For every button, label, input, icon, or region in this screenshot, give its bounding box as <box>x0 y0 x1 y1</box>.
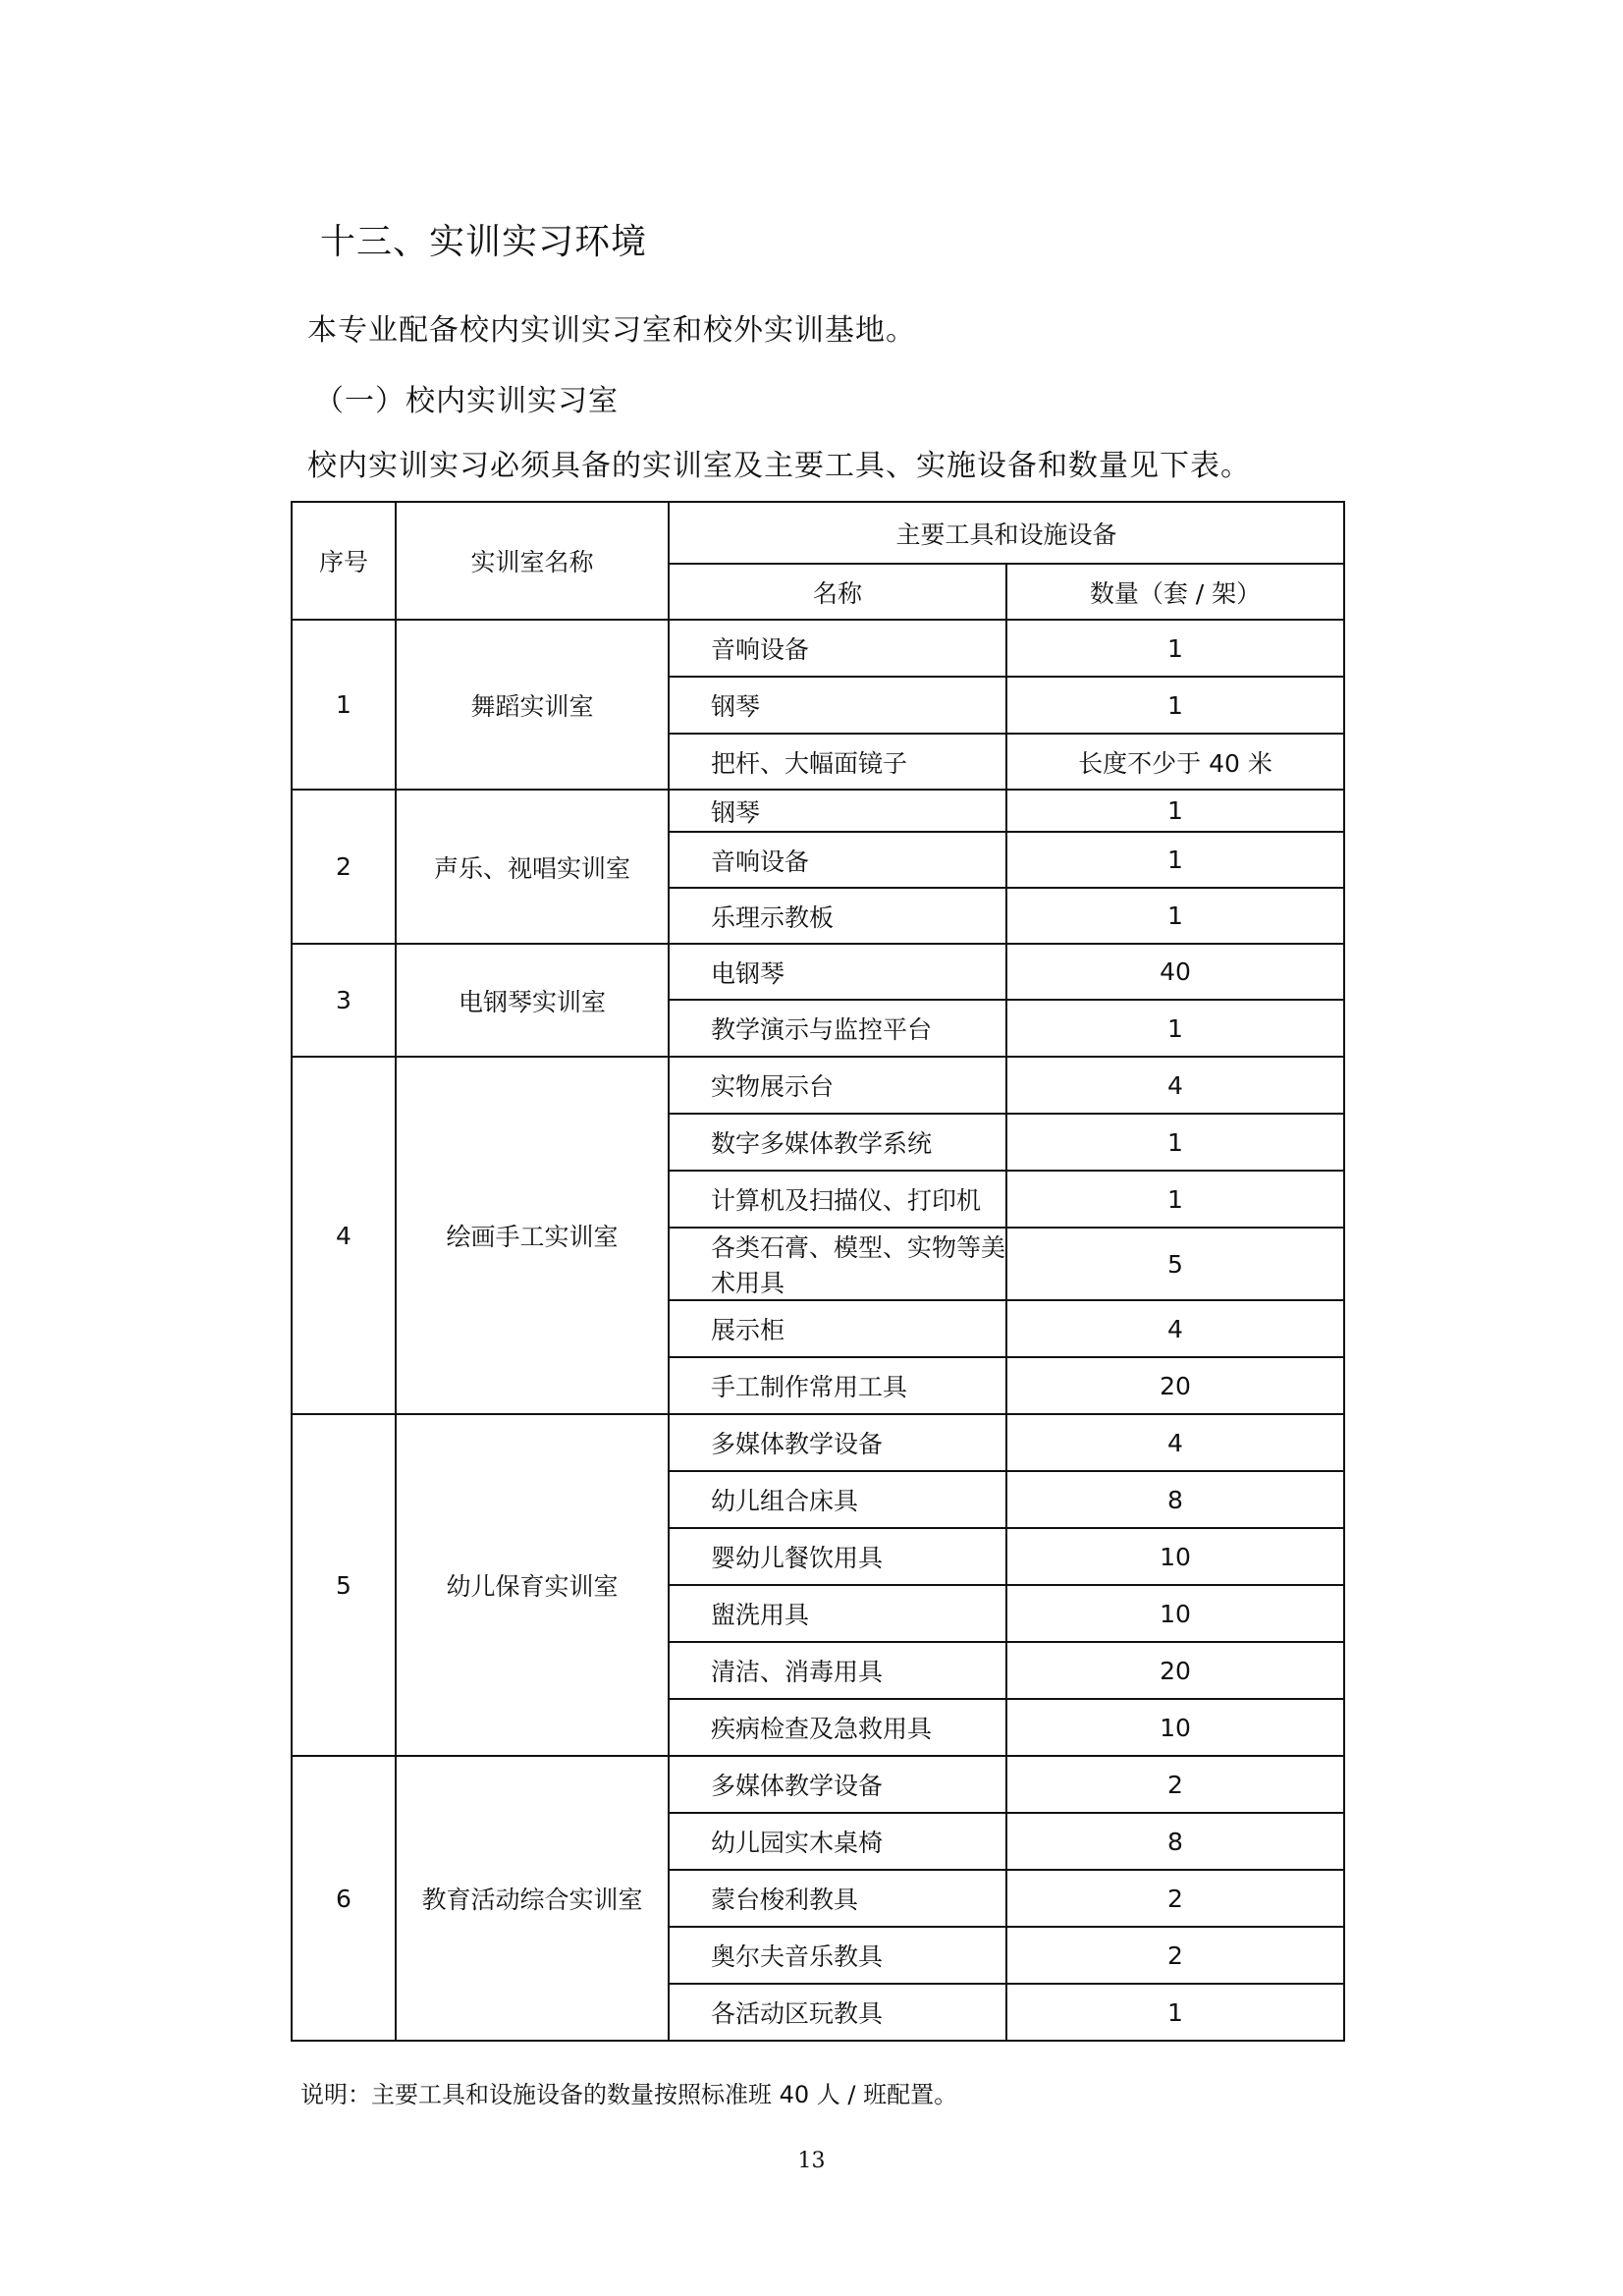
cell-item-name: 展示柜 <box>669 1300 1006 1357</box>
subsection-title: （一）校内实训实习室 <box>314 384 619 418</box>
table-row <box>292 944 1344 1000</box>
cell-quantity: 20 <box>1006 1357 1344 1414</box>
table-row <box>292 1057 1344 1114</box>
cell-quantity: 5 <box>1006 1228 1344 1300</box>
cell-item-name: 钢琴 <box>669 677 1006 734</box>
cell-quantity: 1 <box>1006 1114 1344 1171</box>
header-equipment-group: 主要工具和设施设备 <box>669 502 1344 564</box>
intro-paragraph: 本专业配备校内实训实习室和校外实训基地。 <box>307 313 916 348</box>
cell-room-name: 舞蹈实训室 <box>396 620 669 790</box>
cell-item-name: 多媒体教学设备 <box>669 1756 1006 1813</box>
equipment-table <box>291 501 1345 2042</box>
cell-quantity: 1 <box>1006 790 1344 832</box>
table-row <box>292 1414 1344 1471</box>
cell-room-name: 声乐、视唱实训室 <box>396 790 669 944</box>
cell-item-name: 实物展示台 <box>669 1057 1006 1114</box>
cell-quantity: 8 <box>1006 1813 1344 1870</box>
cell-quantity: 1 <box>1006 832 1344 888</box>
header-room-name: 实训室名称 <box>396 502 669 620</box>
table-row <box>292 1756 1344 1813</box>
table-row <box>292 790 1344 832</box>
cell-quantity: 40 <box>1006 944 1344 1000</box>
cell-item-name: 乐理示教板 <box>669 888 1006 944</box>
cell-item-name: 把杆、大幅面镜子 <box>669 734 1006 790</box>
cell-quantity: 10 <box>1006 1585 1344 1642</box>
table-note: 说明：主要工具和设施设备的数量按照标准班 40 人 / 班配置。 <box>300 2081 958 2108</box>
cell-item-name: 手工制作常用工具 <box>669 1357 1006 1414</box>
cell-item-name: 蒙台梭利教具 <box>669 1870 1006 1927</box>
cell-quantity: 1 <box>1006 1171 1344 1228</box>
cell-quantity: 4 <box>1006 1300 1344 1357</box>
cell-quantity: 长度不少于 40 米 <box>1006 734 1344 790</box>
cell-item-name: 婴幼儿餐饮用具 <box>669 1528 1006 1585</box>
cell-serial: 5 <box>292 1414 396 1756</box>
cell-item-name: 教学演示与监控平台 <box>669 1000 1006 1057</box>
cell-item-name: 清洁、消毒用具 <box>669 1642 1006 1699</box>
cell-serial: 2 <box>292 790 396 944</box>
cell-room-name: 绘画手工实训室 <box>396 1057 669 1414</box>
cell-item-name: 各类石膏、模型、实物等美术用具 <box>669 1228 1006 1300</box>
cell-item-name: 钢琴 <box>669 790 1006 832</box>
cell-item-name: 计算机及扫描仪、打印机 <box>669 1171 1006 1228</box>
cell-quantity: 1 <box>1006 620 1344 677</box>
cell-item-name: 数字多媒体教学系统 <box>669 1114 1006 1171</box>
cell-quantity: 8 <box>1006 1471 1344 1528</box>
cell-item-name: 各活动区玩教具 <box>669 1984 1006 2041</box>
cell-quantity: 4 <box>1006 1057 1344 1114</box>
cell-quantity: 1 <box>1006 1000 1344 1057</box>
cell-quantity: 1 <box>1006 888 1344 944</box>
cell-item-name: 幼儿园实木桌椅 <box>669 1813 1006 1870</box>
cell-room-name: 电钢琴实训室 <box>396 944 669 1057</box>
cell-item-name: 音响设备 <box>669 832 1006 888</box>
cell-quantity: 10 <box>1006 1699 1344 1756</box>
header-serial: 序号 <box>292 502 396 620</box>
header-item-name: 名称 <box>669 564 1006 620</box>
cell-item-name: 奥尔夫音乐教具 <box>669 1927 1006 1984</box>
cell-quantity: 20 <box>1006 1642 1344 1699</box>
cell-item-name: 疾病检查及急救用具 <box>669 1699 1006 1756</box>
cell-item-name: 音响设备 <box>669 620 1006 677</box>
cell-quantity: 4 <box>1006 1414 1344 1471</box>
cell-quantity: 1 <box>1006 677 1344 734</box>
cell-serial: 4 <box>292 1057 396 1414</box>
header-quantity: 数量（套 / 架） <box>1006 564 1344 620</box>
table-row <box>292 620 1344 677</box>
cell-room-name: 幼儿保育实训室 <box>396 1414 669 1756</box>
cell-quantity: 2 <box>1006 1756 1344 1813</box>
cell-quantity: 2 <box>1006 1927 1344 1984</box>
cell-serial: 6 <box>292 1756 396 2041</box>
cell-quantity: 10 <box>1006 1528 1344 1585</box>
section-title: 十三、实训实习环境 <box>320 222 648 262</box>
table-description: 校内实训实习必须具备的实训室及主要工具、实施设备和数量见下表。 <box>307 449 1251 483</box>
cell-item-name: 电钢琴 <box>669 944 1006 1000</box>
cell-item-name: 多媒体教学设备 <box>669 1414 1006 1471</box>
cell-item-name: 盥洗用具 <box>669 1585 1006 1642</box>
cell-quantity: 1 <box>1006 1984 1344 2041</box>
cell-quantity: 2 <box>1006 1870 1344 1927</box>
cell-room-name: 教育活动综合实训室 <box>396 1756 669 2041</box>
cell-item-name: 幼儿组合床具 <box>669 1471 1006 1528</box>
cell-serial: 1 <box>292 620 396 790</box>
cell-serial: 3 <box>292 944 396 1057</box>
page-number: 13 <box>797 2149 826 2173</box>
